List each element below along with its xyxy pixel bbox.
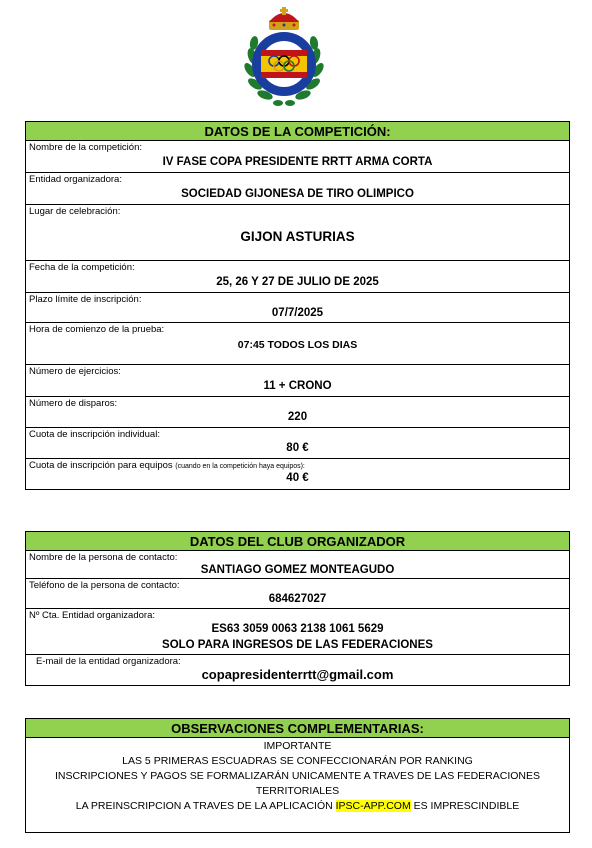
email-row (26, 655, 569, 685)
observations-body (26, 738, 569, 832)
individual-fee-row (26, 428, 569, 459)
exercises-row (26, 365, 569, 397)
contact-phone-row (26, 579, 569, 609)
exercises-value: 11 + CRONO (263, 380, 332, 392)
field-label: Lugar de celebración: (29, 206, 121, 217)
observations-table (25, 718, 570, 833)
contact-name-row (26, 551, 569, 579)
observation-line: TERRITORIALES (255, 785, 340, 797)
individual-fee-value: 80 € (286, 442, 309, 454)
team-fee-note: (cuando en la competición haya equipos): (175, 463, 305, 470)
date-value: 25, 26 Y 27 DE JULIO DE 2025 (216, 276, 379, 288)
contact-phone-value: 684627027 (268, 593, 327, 605)
registration-deadline-row (26, 293, 569, 323)
club-section-title: DATOS DEL CLUB ORGANIZADOR (26, 532, 569, 551)
field-label: Hora de comienzo de la prueba: (29, 324, 165, 335)
field-label: Cuota de inscripción individual: (29, 429, 160, 440)
field-label (29, 460, 305, 471)
venue-value: GIJON ASTURIAS (240, 229, 355, 244)
observation-text: LA PREINSCRIPCION A TRAVES DE LA APLICACIÓN (75, 800, 336, 812)
organizer-entity-value: SOCIEDAD GIJONESA DE TIRO OLIMPICO (181, 188, 414, 200)
field-label: E-mail de la entidad organizadora: (36, 656, 181, 667)
field-label: Plazo límite de inscripción: (29, 294, 142, 305)
observation-line (26, 799, 569, 814)
email-value: copapresidenterrtt@gmail.com (201, 667, 394, 682)
bank-account-note: SOLO PARA INGRESOS DE LAS FEDERACIONES (162, 639, 433, 651)
field-label: Entidad organizadora: (29, 174, 122, 185)
club-data-table (25, 531, 570, 686)
competition-section-title: DATOS DE LA COMPETICIÓN: (26, 122, 569, 141)
observation-line: LAS 5 PRIMERAS ESCUADRAS SE CONFECCIONARÁN POR RANKING (122, 755, 473, 767)
shots-value: 220 (287, 411, 308, 423)
competition-name-row (26, 141, 569, 173)
crown-icon (269, 7, 299, 30)
start-time-row (26, 323, 569, 365)
date-row (26, 261, 569, 293)
bank-account-row (26, 609, 569, 655)
registration-deadline-value: 07/7/2025 (271, 307, 324, 319)
federation-crest-logo (238, 6, 330, 110)
competition-data-table (25, 121, 570, 490)
field-label: Nombre de la persona de contacto: (29, 552, 178, 563)
observation-line: IMPORTANTE (263, 740, 332, 752)
team-fee-row (26, 459, 569, 489)
team-fee-label: Cuota de inscripción para equipos (29, 460, 173, 471)
field-label: Nº Cta. Entidad organizadora: (29, 610, 155, 621)
team-fee-value: 40 € (286, 472, 309, 484)
field-label: Nombre de la competición: (29, 142, 142, 153)
observation-line: INSCRIPCIONES Y PAGOS SE FORMALIZARÁN UNICAMENTE A TRAVES DE LAS FEDERACIONES (54, 770, 541, 782)
field-label: Número de ejercicios: (29, 366, 121, 377)
competition-name-value: IV FASE COPA PRESIDENTE RRTT ARMA CORTA (162, 156, 433, 168)
start-time-value: 07:45 TODOS LOS DIAS (237, 339, 358, 351)
contact-name-value: SANTIAGO GOMEZ MONTEAGUDO (200, 564, 395, 576)
ipsc-app-link[interactable]: IPSC-APP.COM (335, 800, 411, 812)
organizer-entity-row (26, 173, 569, 205)
shots-row (26, 397, 569, 428)
bank-account-value: ES63 3059 0063 2138 1061 5629 (211, 623, 384, 635)
field-label: Número de disparos: (29, 398, 118, 409)
field-label: Fecha de la competición: (29, 262, 135, 273)
observations-section-title: OBSERVACIONES COMPLEMENTARIAS: (26, 719, 569, 738)
field-label: Teléfono de la persona de contacto: (29, 580, 180, 591)
venue-row (26, 205, 569, 261)
observation-text: ES IMPRESCINDIBLE (410, 800, 520, 812)
